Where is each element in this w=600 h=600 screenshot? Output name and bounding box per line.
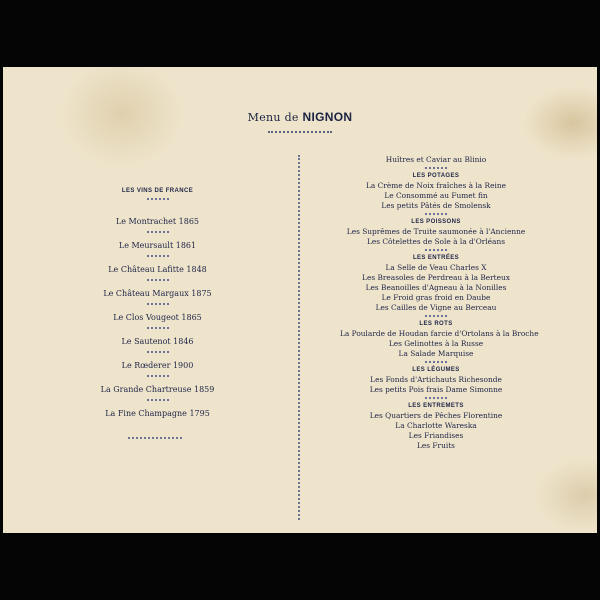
dish-item: Les Quartiers de Pêches Florentine (369, 411, 503, 420)
dish-item: Les Cailles de Vigne au Berceau (375, 303, 497, 312)
dish-item: Les Breasoles de Perdreau à la Berteux (362, 273, 510, 282)
ornament-divider (425, 315, 447, 317)
ornament-divider (147, 327, 169, 329)
dish-item: Les petits Pois frais Dame Simonne (369, 385, 503, 394)
dish-item: La Crème de Noix fraîches à la Reine (366, 181, 506, 190)
section-heading-potages: LES POTAGES (412, 173, 460, 179)
wine-item: Le Château Margaux 1875 (103, 289, 212, 298)
ornament-divider (425, 397, 447, 399)
dish-item: Les Suprêmes de Truite saumonée à l'Ancienne (346, 227, 526, 236)
dish-item: La Selle de Veau Charles X (385, 263, 487, 272)
ornament-divider (147, 303, 169, 305)
section-heading-entrees: LES ENTRÉES (412, 255, 460, 261)
ornament-divider (147, 351, 169, 353)
opening-dish: Huîtres et Caviar au Blinio (385, 155, 487, 164)
bottom-divider (128, 437, 182, 439)
dish-item: Les petits Pâtés de Smolensk (381, 201, 491, 210)
ornament-divider (147, 375, 169, 377)
title-divider (268, 131, 332, 133)
dish-item: La Poularde de Houdan farcie d'Ortolans à la Broche (340, 329, 539, 338)
wine-item: Le Château Lafitte 1848 (108, 265, 207, 274)
menu-title (0, 110, 600, 124)
dish-item: Les Friandises (408, 431, 464, 440)
ornament-divider (147, 279, 169, 281)
ornament-divider (425, 361, 447, 363)
wine-item: Le Clos Vougeot 1865 (113, 313, 202, 322)
dish-item: Le Consommé au Fumet fin (384, 191, 488, 200)
section-heading-poissons: LES POISSONS (411, 219, 461, 225)
wine-heading: LES VINS DE FRANCE (121, 188, 194, 194)
dish-item: Les Fonds d'Artichauts Richesonde (370, 375, 502, 384)
wine-list (95, 186, 220, 420)
wine-item: Le Sautenot 1846 (121, 337, 194, 346)
wine-item: Le Rœderer 1900 (121, 361, 194, 370)
dish-item: Les Côtelettes de Sole à la d'Orléans (366, 237, 506, 246)
wine-item: Le Meursault 1861 (118, 241, 197, 250)
wine-item: Le Montrachet 1865 (115, 217, 200, 226)
center-fold-divider (298, 155, 300, 520)
ornament-divider (425, 167, 447, 169)
menu-title-name: NIGNON (302, 110, 353, 124)
dish-item: Les Gelinottes à la Russe (388, 339, 484, 348)
dish-item: Les Fruits (417, 441, 455, 450)
ornament-divider (425, 249, 447, 251)
section-heading-legumes: LES LÉGUMES (412, 367, 460, 373)
section-heading-entremets: LES ENTREMETS (408, 403, 464, 409)
wine-item: La Grande Chartreuse 1859 (100, 385, 215, 394)
dish-list (340, 155, 539, 451)
ornament-divider (147, 399, 169, 401)
wine-item: La Fine Champagne 1795 (105, 409, 210, 418)
ornament-divider (147, 255, 169, 257)
ornament-divider (147, 198, 169, 200)
ornament-divider (425, 213, 447, 215)
menu-title-prefix: Menu de (247, 111, 299, 124)
dish-item: La Salade Marquise (398, 349, 474, 358)
section-heading-rots: LES ROTS (419, 321, 453, 327)
ornament-divider (147, 231, 169, 233)
dish-item: La Charlotte Wareska (395, 421, 477, 430)
dish-item: Le Froid gras froid en Daube (381, 293, 491, 302)
dish-item: Les Beanoilles d'Agneau à la Nonilles (365, 283, 507, 292)
